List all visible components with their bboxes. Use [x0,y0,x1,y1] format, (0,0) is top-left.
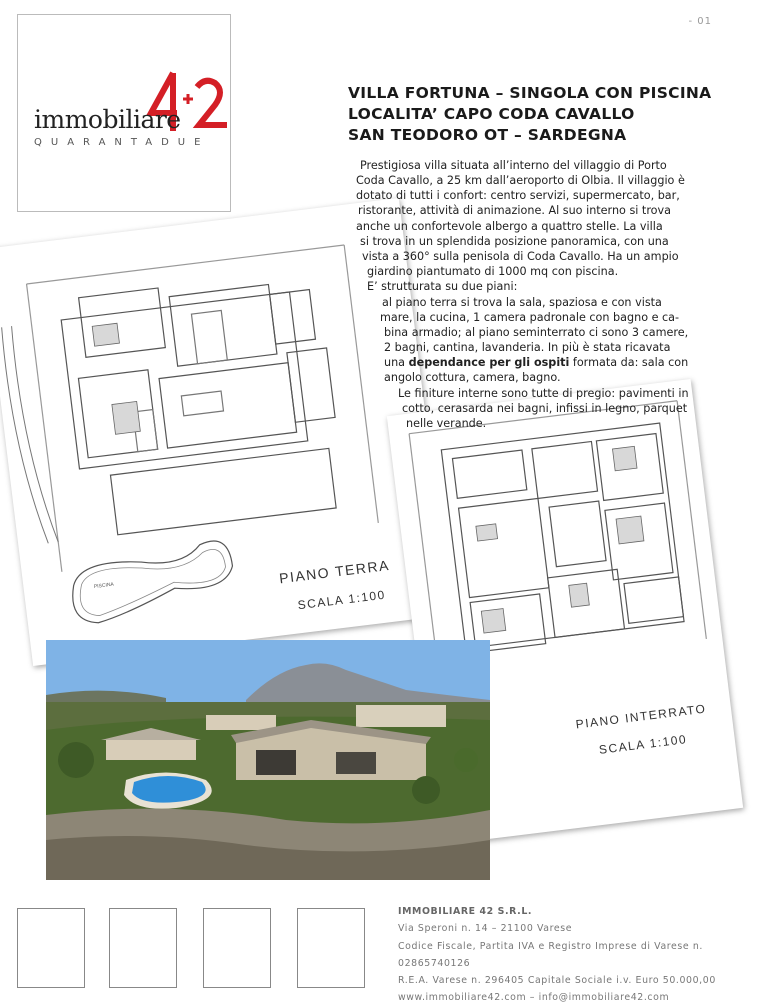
description-line: bina armadio; al piano seminterrato ci sono 3 camere, [384,326,689,339]
description-line: vista a 360° sulla penisola di Coda Cavallo. Ha un ampio [362,250,679,263]
description-line: si trova in un splendida posizione panoramica, con una [360,235,669,248]
description-line: Le finiture interne sono tutte di pregio: pavimenti in [398,387,689,400]
thumbnail-placeholder [297,908,365,988]
thumbnail-placeholder [109,908,177,988]
logo-subtitle: QUARANTADUE [34,137,210,148]
footer-address: Via Speroni n. 14 – 21100 Varese [398,923,573,935]
description-line-dependance [384,355,688,370]
pool-label: PISCINA [93,581,115,591]
plan-ground-label: PIANO TERRA [278,556,391,587]
description-line: 2 bagni, cantina, lavanderia. In più è stata ricavata [384,341,671,354]
plan-ground-scale: SCALA 1:100 [296,587,387,613]
footer-company: IMMOBILIARE 42 S.R.L. [398,906,533,917]
title-line: LOCALITA’ CAPO CODA CAVALLO [348,105,635,123]
thumbnail-placeholder [17,908,85,988]
footer-web[interactable]: www.immobiliare42.com – info@immobiliare42.com [398,992,670,1004]
description-line: Coda Cavallo, a 25 km dall’aeroporto di Olbia. Il villaggio è [356,174,685,187]
description-line: cotto, cerasarda nei bagni, infissi in legno, parquet [402,402,688,415]
description-line: Prestigiosa villa situata all’interno del villaggio di Porto [360,159,667,172]
footer-info [398,903,768,1007]
description-text: una [384,356,409,369]
description-line: mare, la cucina, 1 camera padronale con bagno e ca- [380,311,680,324]
description-line: dotato di tutti i confort: centro servizi, supermercato, bar, [356,189,680,202]
villa-photo [46,640,490,880]
thumbnail-placeholder [203,908,271,988]
description-line: nelle verande. [406,417,487,430]
listing-title [348,83,711,146]
plan-basement-label: PIANO INTERRATO [574,701,708,732]
description-line: angolo cottura, camera, bagno. [384,371,561,384]
description-text: formata da: sala con [569,356,689,369]
page-number: - 01 [688,16,712,27]
footer-rea: R.E.A. Varese n. 296405 Capitale Sociale i.v. Euro 50.000,00 [398,975,716,987]
title-line: VILLA FORTUNA – SINGOLA CON PISCINA [348,84,712,102]
description-bold: dependance per gli ospiti [408,356,570,369]
title-line: SAN TEODORO OT – SARDEGNA [348,126,627,144]
description-line: giardino piantumato di 1000 mq con piscina. [367,265,619,278]
footer-fiscal: Codice Fiscale, Partita IVA e Registro Imprese di Varese n. 02865740126 [398,940,703,969]
description-line: al piano terra si trova la sala, spaziosa e con vista [382,296,662,309]
description-line: E’ strutturata su due piani: [367,280,518,293]
logo-word: immobiliare [34,105,181,134]
plan-basement-scale: SCALA 1:100 [598,732,688,757]
logo [17,14,231,212]
description-line: anche un confortevole albergo a quattro stelle. La villa [356,220,663,233]
description-line: ristorante, attività di animazione. Al suo interno si trova [358,204,671,217]
